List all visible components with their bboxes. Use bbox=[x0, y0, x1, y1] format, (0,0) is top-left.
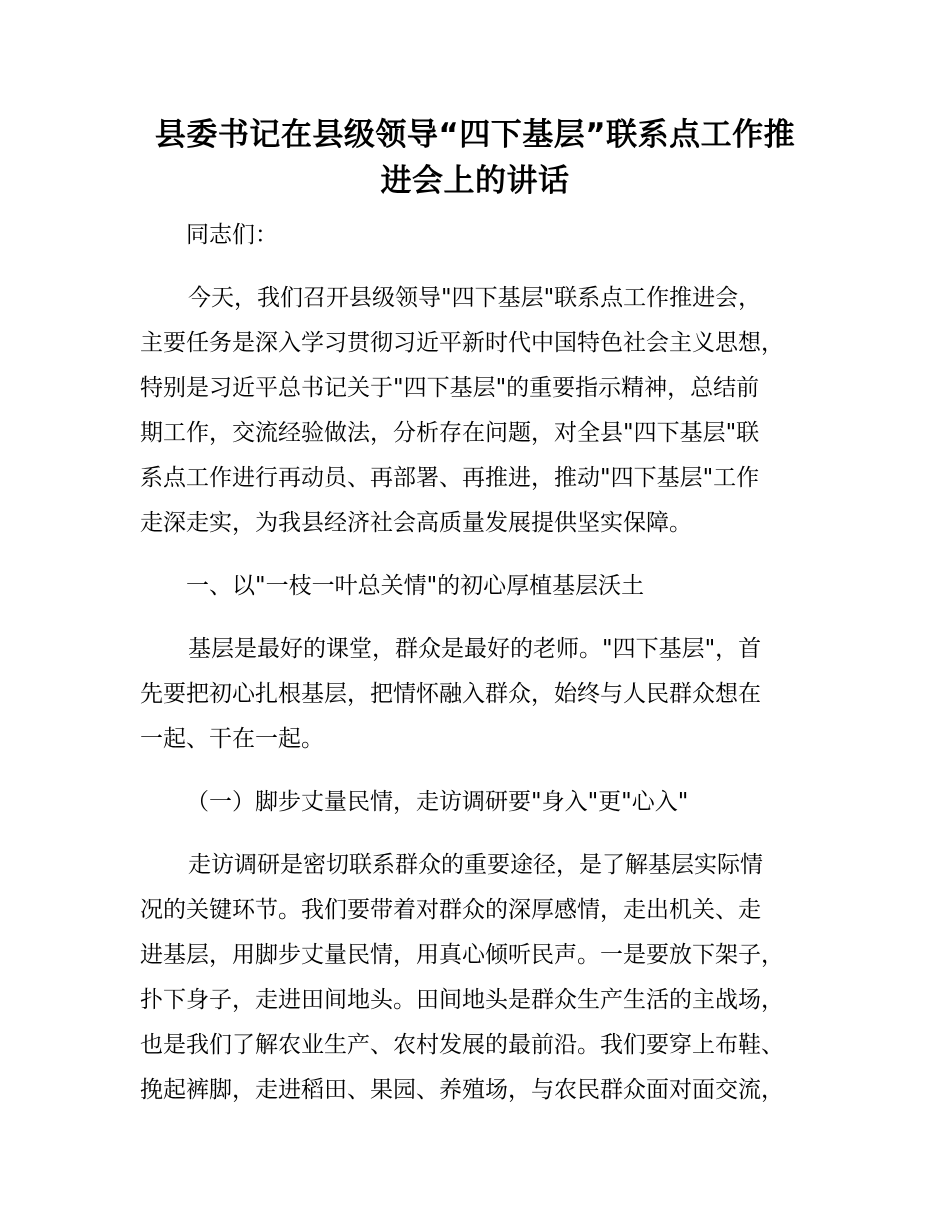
paragraph-line: 特别是习近平总书记关于"四下基层"的重要指示精神，总结前 bbox=[140, 375, 760, 401]
paragraph-line: 今天，我们召开县级领导"四下基层"联系点工作推进会， bbox=[188, 285, 762, 311]
paragraph-line: 也是我们了解农业生产、农村发展的最前沿。我们要穿上布鞋、 bbox=[140, 1032, 784, 1058]
title-line-1: 县委书记在县级领导“四下基层”联系点工作推 bbox=[154, 117, 796, 153]
paragraph-section-1 bbox=[140, 627, 820, 762]
paragraph-line: 走深走实，为我县经济社会高质量发展提供坚实保障。 bbox=[140, 510, 692, 536]
paragraph-line: 进基层，用脚步丈量民情，用真心倾听民声。一是要放下架子， bbox=[140, 942, 784, 968]
document-title bbox=[140, 112, 810, 204]
paragraph-subsection-1 bbox=[140, 843, 820, 1113]
subsection-heading-1: （一）脚步丈量民情，走访调研要"身入"更"心入" bbox=[186, 789, 689, 815]
document-body bbox=[140, 213, 820, 1131]
paragraph-line: 期工作，交流经验做法，分析存在问题，对全县"四下基层"联 bbox=[140, 420, 760, 446]
paragraph-line: 先要把初心扎根基层，把情怀融入群众，始终与人民群众想在 bbox=[140, 681, 761, 707]
paragraph-line: 一起、干在一起。 bbox=[140, 726, 324, 752]
paragraph-line: 系点工作进行再动员、再部署、再推进，推动"四下基层"工作 bbox=[140, 465, 760, 491]
paragraph-line: 扑下身子，走进田间地头。田间地头是群众生产生活的主战场， bbox=[140, 987, 784, 1013]
paragraph-intro bbox=[140, 276, 820, 546]
title-line-2: 进会上的讲话 bbox=[380, 163, 570, 199]
paragraph-line: 况的关键环节。我们要带着对群众的深厚感情，走出机关、走 bbox=[140, 897, 761, 923]
paragraph-line: 主要任务是深入学习贯彻习近平新时代中国特色社会主义思想， bbox=[140, 330, 784, 356]
paragraph-line: 挽起裤脚，走进稻田、果园、养殖场，与农民群众面对面交流， bbox=[140, 1077, 784, 1103]
paragraph-line: 基层是最好的课堂，群众是最好的老师。"四下基层"，首 bbox=[188, 636, 762, 662]
paragraph-line: 走访调研是密切联系群众的重要途径，是了解基层实际情 bbox=[188, 852, 763, 878]
salutation: 同志们： bbox=[186, 222, 278, 248]
section-heading-1: 一、以"一枝一叶总关情"的初心厚植基层沃土 bbox=[186, 573, 645, 599]
